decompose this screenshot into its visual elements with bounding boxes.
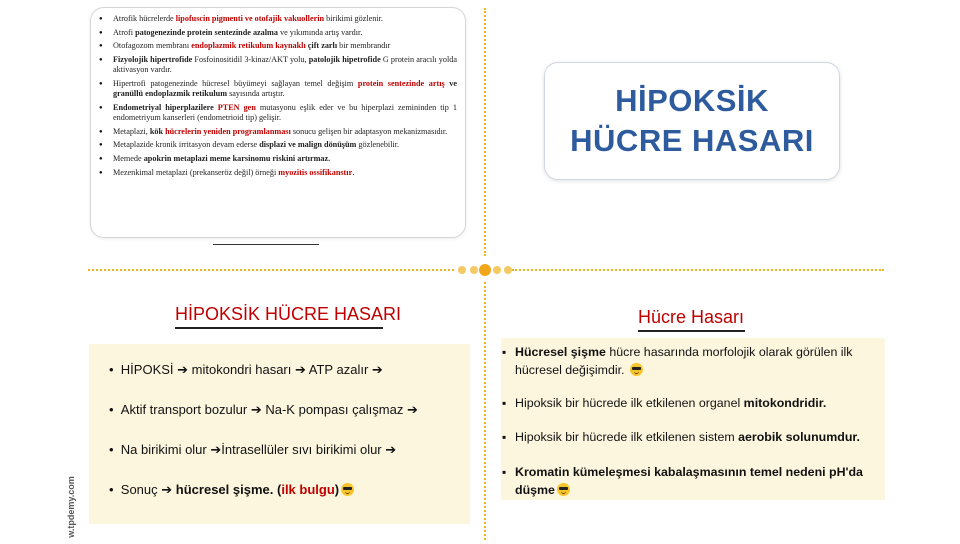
hypoxia-step xyxy=(109,482,354,498)
bold-text: Kromatin kümeleşmesi kabalaşmasının temel nedeni pH'da düşme xyxy=(515,465,863,497)
text-run: G protein aracılı yolda aktivasyon vardır. xyxy=(113,54,457,75)
cell-damage-panel xyxy=(501,338,885,500)
bold-text: ➔ xyxy=(406,402,418,417)
highlight-text: hücrelerin yeniden programlanması xyxy=(165,126,291,136)
note-item xyxy=(113,28,457,38)
note-item xyxy=(113,127,457,137)
bullet-icon: • xyxy=(109,482,121,497)
bold-text: ) xyxy=(334,482,340,497)
bold-text: hücresel şişme. xyxy=(175,482,274,497)
highlight-text: ilk bulgu xyxy=(281,482,335,497)
text-run: Hipoksik bir hücrede ilk etkilenen organel xyxy=(515,396,744,410)
bold-text: aerobik solunumdur. xyxy=(738,430,860,444)
text-run: hücre hasarında morfolojik olarak görülen ilk hücresel değişimdir. xyxy=(515,345,853,377)
text-run: Memede xyxy=(113,153,144,163)
cell-damage-heading: Hücre Hasarı xyxy=(638,307,745,327)
text-run: İntrasellüler sıvı birikimi olur xyxy=(221,442,386,457)
sunglasses-emoji-icon xyxy=(630,363,643,376)
horizontal-divider-left xyxy=(88,269,454,271)
text-run: ve yıkımında artış vardır. xyxy=(277,27,363,37)
notes-underline xyxy=(213,244,319,245)
text-run: bir membrandır xyxy=(337,41,391,51)
text-run: sonucu gelişen bir adaptasyon mekanizmasıdır. xyxy=(290,126,448,136)
note-item xyxy=(113,14,457,24)
text-run: Fosfoinositidil 3-kinaz/AKT yolu, xyxy=(192,54,309,64)
highlight-text: endoplazmik retikulum kaynaklı xyxy=(191,41,306,51)
bold-text: apokrin metaplazi meme karsinomu riskini artırmaz. xyxy=(143,153,331,163)
title-line-2: HÜCRE HASARI xyxy=(570,123,814,158)
notes-list xyxy=(97,14,457,178)
bold-text: ➔ xyxy=(250,402,262,417)
text-run: mitokondri hasarı xyxy=(188,362,295,377)
text-run: birikimi gözlenir. xyxy=(324,14,383,23)
highlight-text: PTEN gen xyxy=(217,102,256,112)
sunglasses-emoji-icon xyxy=(557,483,570,496)
vertical-divider-bottom xyxy=(484,282,486,540)
text-run: sayısında artıştır. xyxy=(227,89,285,99)
bold-text: Hücresel şişme xyxy=(515,345,606,359)
divider-ornament xyxy=(458,264,508,276)
cell-damage-heading-underline xyxy=(638,330,745,332)
text-run: Metaplazi, xyxy=(113,126,150,136)
title-line-1: HİPOKSİK xyxy=(615,83,769,118)
note-item xyxy=(113,154,457,164)
text-run: Atrofi xyxy=(113,27,136,37)
text-run: ATP azalır xyxy=(305,362,372,377)
hypoxia-step xyxy=(109,362,383,378)
horizontal-divider-right xyxy=(512,269,884,271)
note-item xyxy=(113,55,457,76)
highlight-text: protein sentezinde artış xyxy=(357,78,445,88)
sunglasses-emoji-icon xyxy=(341,483,354,496)
cell-damage-item xyxy=(515,344,867,379)
text-run: Hipoksik bir hücrede ilk etkilenen sistem xyxy=(515,430,739,444)
highlight-text: lipofuscin pigmenti ve otofajik vakuollerin xyxy=(175,14,325,23)
text-run: Atrofik hücrelerde xyxy=(113,14,176,23)
text-run: Mezenkimal metaplazi (prekanseröz değil) örneği xyxy=(113,167,279,177)
text-run: . xyxy=(352,167,355,177)
text-run: Sonuç xyxy=(120,482,162,497)
hypoxic-heading-underline xyxy=(175,327,383,329)
bold-text: ➔ xyxy=(294,362,306,377)
bold-text: ➔ xyxy=(177,362,189,377)
text-run: Otofagozom membranı xyxy=(113,41,192,51)
cell-damage-item xyxy=(515,395,867,413)
hypoxia-step xyxy=(109,402,418,418)
cell-damage-item xyxy=(515,429,867,447)
bullet-icon: • xyxy=(109,362,121,377)
note-item xyxy=(113,103,457,124)
hypoxia-step xyxy=(109,442,396,458)
bold-text: kök xyxy=(149,126,164,136)
bold-text: çift zarlı xyxy=(307,41,338,51)
text-run: HİPOKSİ xyxy=(120,362,178,377)
hypoxic-panel xyxy=(89,344,470,524)
bold-text: ➔ xyxy=(161,482,173,497)
bold-text: patogenezinde protein sentezinde azalma xyxy=(135,27,278,37)
notes-box xyxy=(90,7,466,238)
bold-text: ➔ xyxy=(210,442,222,457)
bold-text: patolojik hipetrofide xyxy=(308,54,381,64)
bold-text: Endometriyal hiperplazilere xyxy=(113,102,214,112)
text-run: gözlenebilir. xyxy=(356,140,400,150)
text-run: Na-K pompası çalışmaz xyxy=(261,402,407,417)
bullet-icon: • xyxy=(109,442,121,457)
text-run: mutasyonu eşlik eder ve bu hiperplazi zemininden tip 1 endometriyum kanserleri (endometrioid tip) gelişir. xyxy=(113,102,457,123)
text-run: Na birikimi olur xyxy=(120,442,211,457)
text-run: Metaplazide kronik irritasyon devam ederse xyxy=(113,140,260,150)
watermark xyxy=(64,474,80,544)
title-card xyxy=(544,62,840,180)
bold-text: displazi ve malign dönüşüm xyxy=(259,140,357,150)
bold-text: Fizyolojik hipertrofide xyxy=(113,54,193,64)
note-item xyxy=(113,168,457,178)
bold-text: mitokondridir. xyxy=(743,396,827,410)
highlight-text: myozitis ossifikanstır xyxy=(278,167,353,177)
bold-text: ➔ xyxy=(385,442,397,457)
note-item xyxy=(113,79,457,100)
text-run: Hipertrofi patogenezinde hücresel büyümeyi sağlayan temel değişim xyxy=(113,78,358,88)
text-run: Aktif transport bozulur xyxy=(120,402,251,417)
note-item xyxy=(113,41,457,51)
bullet-icon: • xyxy=(109,402,121,417)
cell-damage-item xyxy=(515,464,867,499)
vertical-divider-top xyxy=(484,8,486,256)
note-item xyxy=(113,140,457,150)
watermark-text: w.tpdemy.com xyxy=(66,476,76,538)
bold-text: ve granüllü endoplazmik retikulum xyxy=(113,78,458,99)
bold-text: ➔ xyxy=(371,362,383,377)
bold-text: ( xyxy=(276,482,282,497)
hypoxic-section-heading: HİPOKSİK HÜCRE HASARI xyxy=(175,304,402,324)
